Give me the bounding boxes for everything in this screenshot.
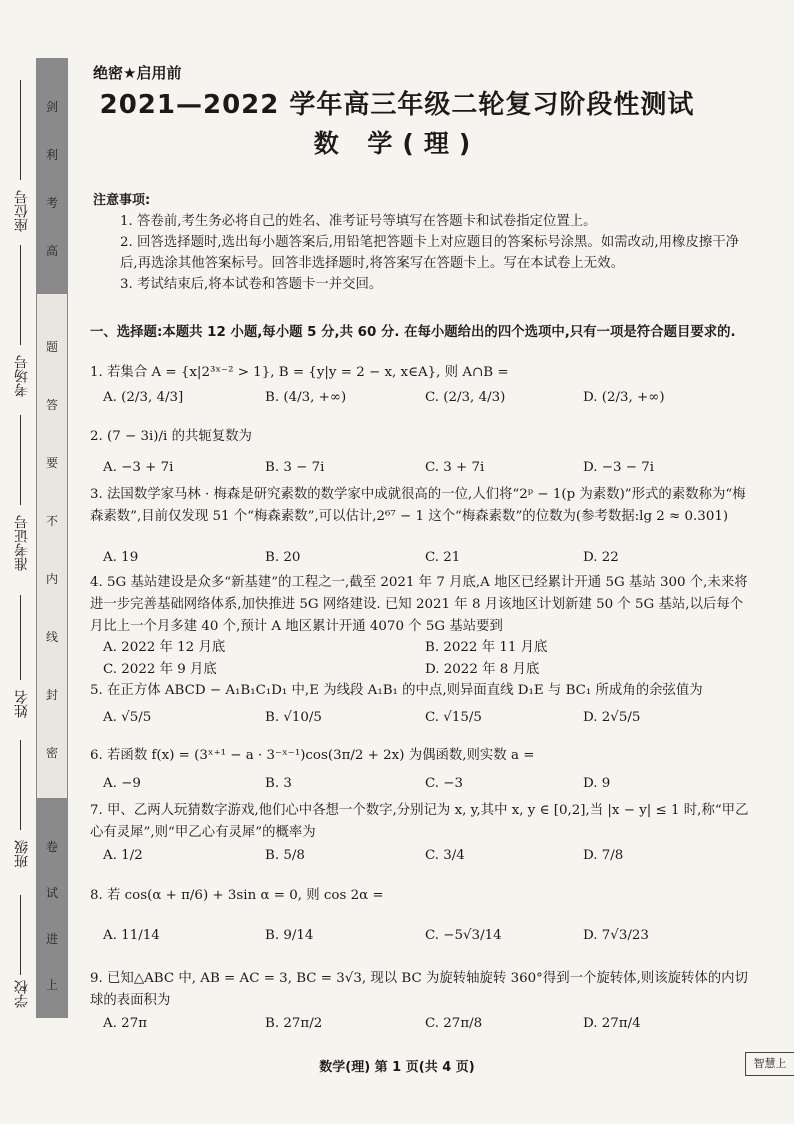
option: B. 3	[265, 776, 292, 791]
question-6: 6. 若函数 f(x) = (3ˣ⁺¹ − a · 3⁻ˣ⁻¹)cos(3π/2 + 2x) 为偶函数,则实数 a =	[90, 748, 535, 763]
notice-item: 2. 回答选择题时,选出每小题答案后,用铅笔把答题卡上对应题目的答案标号涂黑。如需改动,用橡皮擦干净后,再选涂其他答案标号。回答非选择题时,将答案写在答题卡上。写在本试卷上无效。	[120, 235, 739, 271]
question-9: 9. 已知△ABC 中, AB = AC = 3, BC = 3√3, 现以 BC 为旋转轴旋转 360°得到一个旋转体,则该旋转体的内切球的表面积为	[90, 971, 748, 1008]
question-8: 8. 若 cos(α + π/6) + 3sin α = 0, 则 cos 2α =	[90, 888, 384, 903]
options-5	[103, 710, 753, 740]
school-line	[20, 895, 21, 975]
options-7	[103, 848, 753, 878]
name-line	[20, 595, 21, 680]
option: C. −5√3/14	[425, 928, 502, 943]
option: C. −3	[425, 776, 464, 791]
page-footer: 数学(理) 第 1 页(共 4 页)	[319, 1060, 475, 1075]
option: A. 19	[103, 550, 139, 565]
question-1: 1. 若集合 A = {x|2³ˣ⁻² > 1}, B = {y|y = 2 − x, x∈A}, 则 A∩B =	[90, 365, 509, 380]
notice-item: 1. 答卷前,考生务必将自己的姓名、准考证号等填写在答题卡和试卷指定位置上。	[120, 214, 597, 229]
option: A. 2022 年 12 月底	[103, 640, 226, 655]
option: A. 11/14	[103, 928, 160, 943]
option: C. 2022 年 9 月底	[103, 662, 217, 677]
binding-strip	[36, 58, 68, 1018]
option: D. 27π/4	[583, 1016, 641, 1031]
option: D. 22	[583, 550, 619, 565]
class-line	[20, 740, 21, 830]
exam-room-line	[20, 245, 21, 345]
option: C. (2/3, 4/3)	[425, 390, 506, 405]
question-7: 7. 甲、乙两人玩猜数字游戏,他们心中各想一个数字,分别记为 x, y,其中 x, y ∈ [0,2],当 |x − y| ≤ 1 时,称“甲乙心有灵犀”,则“甲乙心有灵犀”的概率为	[90, 803, 749, 840]
option: C. 27π/8	[425, 1016, 483, 1031]
watermark-stamp: 智慧上	[745, 1052, 794, 1076]
options-9	[103, 1016, 753, 1046]
option: D. 7√3/23	[583, 928, 649, 943]
binding-bottom-chars: 卷 试 进 上	[45, 840, 58, 992]
option: A. −3 + 7i	[103, 460, 174, 475]
binding-mid-chars: 题 答 要 不 内 线 封 密	[45, 340, 58, 760]
label-name: 姓名	[14, 690, 30, 718]
label-seat-number: 座位号	[14, 190, 30, 232]
option: D. (2/3, +∞)	[583, 390, 665, 405]
section-heading: 一、选择题:本题共 12 小题,每小题 5 分,共 60 分. 在每小题给出的四个选项中,只有一项是符合题目要求的.	[90, 325, 736, 340]
question-4: 4. 5G 基站建设是众多“新基建”的工程之一,截至 2021 年 7 月底,A 地区已经累计开通 5G 基站 300 个,未来将进一步完善基础网络体系,加快推进 5G 网络建设. 已知 2021 年 8 月该地区计划新建 50 个 5G 基站,以后每个月比上一个月多建 40 个,预计 A 地区累计开通 4070 个 5G 基站要到	[90, 575, 748, 634]
option: B. (4/3, +∞)	[265, 390, 347, 405]
exam-subject: 数 学(理)	[313, 129, 481, 158]
label-class: 班级	[14, 840, 30, 868]
options-1	[103, 390, 753, 420]
label-exam-room: 考场号	[14, 355, 30, 397]
option: C. √15/5	[425, 710, 482, 725]
option: B. 20	[265, 550, 301, 565]
confidential-mark: 绝密★启用前	[93, 64, 182, 82]
notice-heading: 注意事项:	[93, 193, 151, 208]
option: B. 27π/2	[265, 1016, 323, 1031]
option: A. (2/3, 4/3]	[103, 390, 184, 405]
binding-top-chars: 剑 利 考 高	[45, 100, 58, 258]
exam-title: 2021—2022 学年高三年级二轮复习阶段性测试	[99, 90, 695, 120]
option: A. −9	[103, 776, 141, 791]
option: D. −3 − 7i	[583, 460, 655, 475]
question-3: 3. 法国数学家马林 · 梅森是研究素数的数学家中成就很高的一位,人们将“2ᵖ − 1(p 为素数)”形式的素数称为“梅森素数”,目前仅发现 51 个“梅森素数”,可以估计,2⁶⁷ − 1 这个“梅森素数”的位数为(参考数据:lg 2 ≈ 0.301)	[90, 487, 746, 524]
question-2: 2. (7 − 3i)/i 的共轭复数为	[90, 429, 252, 444]
options-8	[103, 928, 753, 958]
option: D. 9	[583, 776, 611, 791]
option: A. 27π	[103, 1016, 148, 1031]
option: C. 3/4	[425, 848, 465, 863]
option: C. 21	[425, 550, 461, 565]
option: A. √5/5	[103, 710, 152, 725]
option: A. 1/2	[103, 848, 143, 863]
option: B. 2022 年 11 月底	[425, 640, 548, 655]
notice-item: 3. 考试结束后,将本试卷和答题卡一并交回。	[120, 277, 383, 292]
label-admission-number: 准考证号	[14, 515, 30, 571]
option: C. 3 + 7i	[425, 460, 485, 475]
admission-number-line	[20, 415, 21, 505]
option: B. 3 − 7i	[265, 460, 325, 475]
label-school: 学校	[14, 980, 30, 1008]
option: B. √10/5	[265, 710, 322, 725]
option: D. 7/8	[583, 848, 624, 863]
option: B. 5/8	[265, 848, 305, 863]
question-5: 5. 在正方体 ABCD − A₁B₁C₁D₁ 中,E 为线段 A₁B₁ 的中点,则异面直线 D₁E 与 BC₁ 所成角的余弦值为	[90, 683, 703, 698]
option: D. 2√5/5	[583, 710, 641, 725]
option: B. 9/14	[265, 928, 314, 943]
option: D. 2022 年 8 月底	[425, 662, 540, 677]
